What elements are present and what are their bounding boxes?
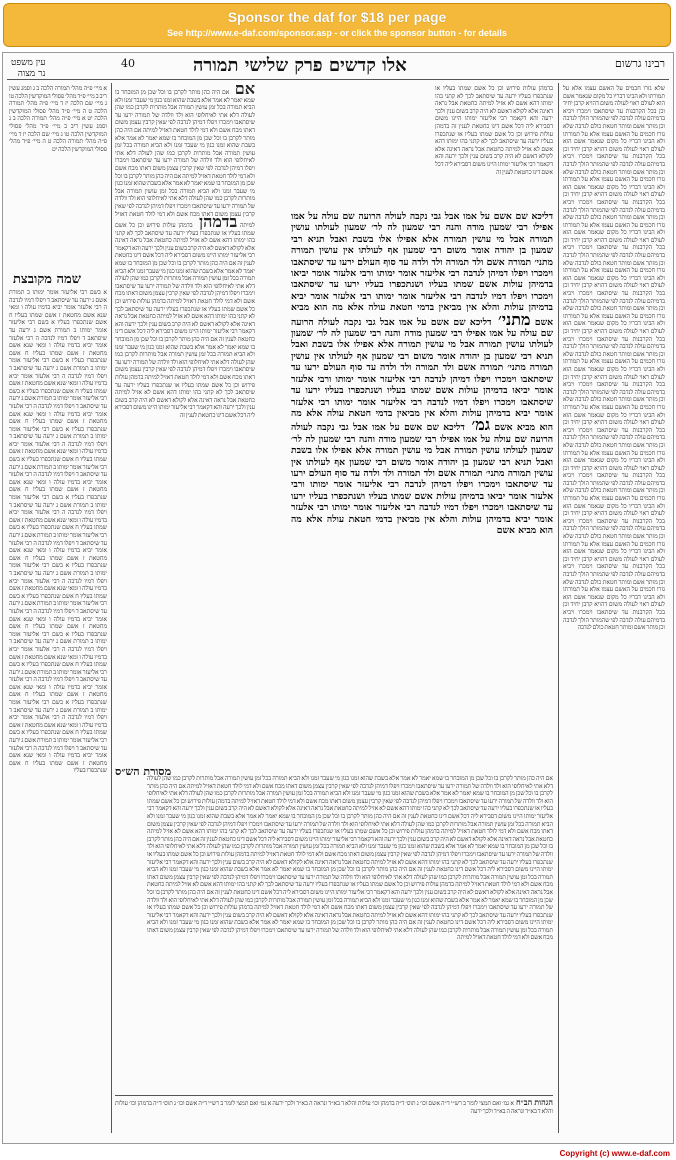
tosafot-text: בדמהן עולות פירוש וכן כל אשם שמתו בעליו או שנתכפרו בעליו ירעה עד שיסתאב לכך לא קתני בהו ימותו דהא אשם לא אזיל למיתה כחטאת אבל נראה דאינה אלא לקולא דאשם לא היה קרב בשום ענין ולכך ירעה והא דקאמר רבי אליעזר ימותו היינו משום דסבירא ליה דכל אשם דינו כחטאת לענין זה	[435, 85, 553, 130]
hagahot-habach	[115, 1099, 553, 1139]
hagahot-text: א גמ׳ ואם תמצי לומר ב רש״י ד״ה אשם וכו׳ ג תוס׳ ד״ה בדמהן וכו׳ עולות והלא ד בא״ד ונראה ה בא״ד ולכך ירעה	[115, 1100, 553, 1115]
rashi-text: אם היה כהן מותר לקרבן בו וכל שכן מן המובחר בו שמא יאמר לא אמר אלא בשבת שהוא זמנו כגון מי שעבר זמנו ולא הביא תמורה בכל זמן עושין תמורה אבל מותרות לקרבן כמו שהן לעולה דלא אתי לאיחלופי הוא ולד וולדה של תמורה ירעו עד שיסתאבו וימכרו ויפלו דמיהן לנדבה לפי שאין קרבין עצמן משום דאתו מכח אשם ולא דמי לולד חטאת דאזיל למיתה	[147, 835, 553, 858]
rashi-bottom-column	[147, 775, 553, 1093]
ein-mishpat-text: א מיי׳ פ״ה מהל׳ תמורה הלכה ב ג וסמג עשין ריב ב מיי׳ פ״ד מהל׳ פסולי המוקדשין הלכה טו ג מיי׳ שם הלכה יז ד מיי׳ פ״ה מהל׳ תמורה הלכה ט ה מיי׳ פ״ד מהל׳ פסולי המוקדשין הלכה יט	[9, 115, 107, 153]
header-rule	[7, 79, 669, 80]
tosafot-text: בדמהן עולות פירוש וכן כל אשם שמתו בעליו או שנתכפרו בעליו ירעה עד שיסתאב לכך לא קתני בהו ימותו דהא אשם לא אזיל למיתה כחטאת אבל נראה דאינה אלא לקולא דאשם לא היה קרב בשום ענין ולכך ירעה והא דקאמר רבי אליעזר ימותו היינו משום דסבירא ליה דכל אשם דינו כחטאת לענין זה	[147, 850, 553, 874]
shita-text: א בשם רבי אליעזר אומר ימותו ב תמורת אשם ג ירעה עד שיסתאב ד ויפלו דמיו לנדבה ה רבי אלעזר אומר יביא בדמיו עולה ו ומאי שנא אשם מחטאת ז אשם שמתו בעליו ח אשם שנתכפרו בעליו	[9, 729, 107, 775]
tosafot-text: בדמהן עולות פירוש וכן כל אשם שמתו בעליו או שנתכפרו בעליו ירעה עד שיסתאב לכך לא קתני בהו ימותו דהא אשם לא אזיל למיתה כחטאת אבל נראה דאינה אלא לקולא דאשם לא היה קרב בשום ענין ולכך ירעה והא דקאמר רבי אליעזר ימותו היינו משום דסבירא ליה דכל אשם דינו כחטאת לענין זה	[147, 904, 553, 927]
gemara-text: דליכא שם אשם על אמו אבל גבי נקבה לעולה הרועה שם עולה על אמו אפילו רבי שמעון מודה והנה רבי שמעון לה לר׳ שמעון לעולתו עושין תמורה אבל מי עושין תמורה אלא אפילו אלו בשבת ואבל תניא רבי שמעון בן יהודה אומר משום רבי שמעון אף לעולתו אין עושין תמורה מתני׳ תמורה אשם ולד תמורה ולד ולדה עד סוף העולם ירעו עד שיסתאבו וימכרו ויפלו דמיהן לנדבה רבי אליעזר אומר ימותו ורבי אלעזר אומר יביאו בדמיהן עולות אשם שמתו בעליו ושנתכפרו בעליו ירעו עד שיסתאבו וימכרו ויפלו דמיו לנדבה רבי אליעזר אומר ימותו רבי אלעזר אומר יביא בדמיהן עולות והלא אין מביאין בדמי חטאת עולה אלא מה הוא מביא אשם	[291, 316, 553, 434]
gershom-text: שלא גזרו חכמים על האשם עצמו אלא על תמורתו ולא הבינו דבריו כל מקום שנאמר אשם הוא לעולם ראוי לעולה משום דהויא קרבן יחיד וכן בכל הקרבנות עד שיסתאבו וימכרו ויביא בדמיהם עולה לנדבה לפי שהמותר הולך לנדבה וכן מותר אשם ומותר חטאת כולם לנדבה	[563, 214, 665, 267]
tosafot-text: בדמהן עולות פירוש וכן כל אשם שמתו בעליו או שנתכפרו בעליו ירעה עד שיסתאב לכך לא קתני בהו ימותו דהא אשם לא אזיל למיתה כחטאת אבל נראה דאינה אלא לקולא דאשם לא היה קרב בשום ענין ולכך ירעה והא דקאמר רבי אליעזר ימותו היינו משום דסבירא ליה דכל אשם דינו כחטאת לענין זה	[435, 122, 553, 176]
tosafot-text: בדמהן עולות פירוש וכן כל אשם שמתו בעליו או שנתכפרו בעליו ירעה עד שיסתאב לכך לא קתני בהו ימותו דהא אשם לא אזיל למיתה כחטאת אבל נראה דאינה אלא לקולא דאשם לא היה קרב בשום ענין ולכך ירעה והא דקאמר רבי אליעזר ימותו היינו משום דסבירא ליה דכל אשם דינו כחטאת לענין זה	[115, 222, 255, 268]
rashi-text: אם היה כהן מותר לקרבן בו וכל שכן מן המובחר בו שמא יאמר לא אמר אלא בשבת שהוא זמנו כגון מי שעבר זמנו ולא הביא תמורה בכל זמן עושין תמורה אבל מותרות לקרבן כמו שהן לעולה דלא אתי לאיחלופי הוא ולד וולדה של תמורה ירעו עד שיסתאבו וימכרו ויפלו דמיהן לנדבה לפי שאין קרבין עצמן משום דאתו מכח אשם ולא דמי לולד חטאת דאזיל למיתה	[115, 260, 255, 306]
shita-text: א בשם רבי אליעזר אומר ימותו ב תמורת אשם ג ירעה עד שיסתאב ד ויפלו דמיו לנדבה ה רבי אלעזר אומר יביא בדמיו עולה ו ומאי שנא אשם מחטאת ז אשם שמתו בעליו ח אשם שנתכפרו בעליו	[9, 425, 107, 464]
sponsor-banner[interactable]	[3, 3, 671, 47]
shita-text: א בשם רבי אליעזר אומר ימותו ב תמורת אשם ג ירעה עד שיסתאב ד ויפלו דמיו לנדבה ה רבי אלעזר אומר יביא בדמיו עולה ו ומאי שנא אשם מחטאת ז אשם שמתו בעליו ח אשם שנתכפרו בעליו	[9, 319, 107, 365]
mishna-heading: מתני׳	[491, 309, 531, 329]
rabbeinu-gershom-column	[563, 85, 665, 1135]
tosafot-top-column	[435, 85, 553, 205]
ein-mishpat-label	[11, 57, 45, 79]
ein-mishpat-text: א מיי׳ פ״ה מהל׳ תמורה הלכה ב ג וסמג עשין ריב ב מיי׳ פ״ד מהל׳ פסולי המוקדשין הלכה טו ג מיי׳ שם הלכה יז ד מיי׳ פ״ה מהל׳ תמורה הלכה ט ה מיי׳ פ״ד מהל׳ פסולי המוקדשין הלכה יט	[9, 85, 107, 123]
tosafot-text: בדמהן עולות פירוש וכן כל אשם שמתו בעליו או שנתכפרו בעליו ירעה עד שיסתאב לכך לא קתני בהו ימותו דהא אשם לא אזיל למיתה כחטאת אבל נראה דאינה אלא לקולא דאשם לא היה קרב בשום ענין ולכך ירעה והא דקאמר רבי אליעזר ימותו היינו משום דסבירא ליה דכל אשם דינו כחטאת לענין זה	[115, 373, 255, 419]
hagahot-rule	[115, 1095, 553, 1096]
gemara-text: דליכא שם אשם על אמו אבל גבי נקבה לעולה הרועה שם עולה על אמו אפילו רבי שמעון מודה והנה רבי שמעון לה לר׳ שמעון לעולתו עושין תמורה אבל מי עושין תמורה אלא אפילו אלו בשבת ואבל תניא רבי שמעון בן יהודה אומר משום רבי שמעון אף לעולתו אין עושין תמורה מתני׳ תמורה אשם ולד תמורה ולד ולדה עד סוף העולם ירעו עד שיסתאבו וימכרו ויפלו דמיהן לנדבה רבי אליעזר אומר ימותו ורבי אלעזר אומר יביאו בדמיהן עולות אשם שמתו בעליו ושנתכפרו בעליו ירעו עד שיסתאבו וימכרו ויפלו דמיו לנדבה רבי אליעזר אומר ימותו רבי אלעזר אומר יביא בדמיהן עולות והלא אין מביאין בדמי חטאת עולה אלא מה הוא מביא אשם	[291, 211, 553, 328]
gershom-text: שלא גזרו חכמים על האשם עצמו אלא על תמורתו ולא הבינו דבריו כל מקום שנאמר אשם הוא לעולם ראוי לעולה משום דהויא קרבן יחיד וכן בכל הקרבנות עד שיסתאבו וימכרו ויביא בדמיהם עולה לנדבה לפי שהמותר הולך לנדבה וכן מותר אשם ומותר חטאת כולם לנדבה	[563, 259, 665, 313]
column-divider	[558, 83, 559, 1133]
rashi-text: אם היה כהן מותר לקרבן בו וכל שכן מן המובחר בו שמא יאמר לא אמר אלא בשבת שהוא זמנו כגון מי שעבר זמנו ולא הביא תמורה בכל זמן עושין תמורה אבל מותרות לקרבן כמו שהן לעולה דלא אתי לאיחלופי הוא ולד וולדה של תמורה ירעו עד שיסתאבו וימכרו ויפלו דמיהן לנדבה לפי שאין קרבין עצמן משום דאתו מכח אשם ולא דמי לולד חטאת דאזיל למיתה	[147, 888, 553, 912]
sponsor-subtitle[interactable]: See http://www.e-daf.com/sponsor.asp - or click the sponsor button - for details	[167, 28, 507, 38]
shita-text: א בשם רבי אליעזר אומר ימותו ב תמורת אשם ג ירעה עד שיסתאב ד ויפלו דמיו לנדבה ה רבי אלעזר אומר יביא בדמיו עולה ו ומאי שנא אשם מחטאת ז אשם שמתו בעליו ח אשם שנתכפרו בעליו	[9, 357, 107, 395]
rashi-text: אם היה כהן מותר לקרבן בו וכל שכן מן המובחר בו שמא יאמר לא אמר אלא בשבת שהוא זמנו כגון מי שעבר זמנו ולא הביא תמורה בכל זמן עושין תמורה אבל מותרות לקרבן כמו שהן לעולה דלא אתי לאיחלופי הוא ולד וולדה של תמורה ירעו עד שיסתאבו וימכרו ויפלו דמיהן לנדבה לפי שאין קרבין עצמן משום דאתו מכח אשם ולא דמי לולד חטאת דאזיל למיתה	[147, 782, 553, 805]
ner-mitzvah-title: נר מצוה	[17, 69, 46, 79]
tosafot-text: בדמהן עולות פירוש וכן כל אשם שמתו בעליו או שנתכפרו בעליו ירעה עד שיסתאב לכך לא קתני בהו ימותו דהא אשם לא אזיל למיתה כחטאת אבל נראה דאינה אלא לקולא דאשם לא היה קרב בשום ענין ולכך ירעה והא דקאמר רבי אליעזר ימותו היינו משום דסבירא ליה דכל אשם דינו כחטאת לענין זה	[147, 828, 553, 843]
ein-mishpat-title: עין משפט	[11, 58, 46, 68]
column-divider	[111, 83, 112, 1133]
rashi-text: אם היה כהן מותר לקרבן בו וכל שכן מן המובחר בו שמא יאמר לא אמר אלא בשבת שהוא זמנו כגון מי שעבר זמנו ולא הביא תמורה בכל זמן עושין תמורה אבל מותרות לקרבן כמו שהן לעולה דלא אתי לאיחלופי הוא ולד וולדה של תמורה ירעו עד שיסתאבו וימכרו ויפלו דמיהן לנדבה לפי שאין קרבין עצמן משום דאתו מכח אשם ולא דמי לולד חטאת דאזיל למיתה	[115, 336, 255, 381]
hagahot-title: הגהות הב״ח	[513, 1099, 553, 1107]
hagahot-text: א גמ׳ ואם תמצי לומר ב רש״י ד״ה אשם וכו׳ ג תוס׳ ד״ה בדמהן וכו׳ עולות והלא ד בא״ד ונראה ה בא״ד ולכך ירעה	[271, 1100, 514, 1107]
rabbeinu-gershom-label: רבינו גרשום	[615, 57, 665, 70]
gershom-text: שלא גזרו חכמים על האשם עצמו אלא על תמורתו ולא הבינו דבריו כל מקום שנאמר אשם הוא לעולם ראוי לעולה משום דהויא קרבן יחיד וכן בכל הקרבנות עד שיסתאבו וימכרו ויביא בדמיהם עולה לנדבה לפי שהמותר הולך לנדבה וכן מותר אשם ומותר חטאת כולם לנדבה	[563, 305, 665, 358]
sponsor-title[interactable]: Sponsor the daf for $18 per page	[227, 9, 447, 25]
rashi-text: אם היה כהן מותר לקרבן בו וכל שכן מן המובחר בו שמא יאמר לא אמר אלא בשבת שהוא זמנו כגון מי שעבר זמנו ולא הביא תמורה בכל זמן עושין תמורה אבל מותרות לקרבן כמו שהן לעולה דלא אתי לאיחלופי הוא ולד וולדה של תמורה ירעו עד שיסתאבו וימכרו ויפלו דמיהן לנדבה לפי שאין קרבין עצמן משום דאתו מכח אשם ולא דמי לולד חטאת דאזיל למיתה	[147, 919, 553, 942]
rashi-text: אם היה כהן מותר לקרבן בו וכל שכן מן המובחר בו שמא יאמר לא אמר אלא בשבת שהוא זמנו כגון מי שעבר זמנו ולא הביא תמורה בכל זמן עושין תמורה אבל מותרות לקרבן כמו שהן לעולה דלא אתי לאיחלופי הוא ולד וולדה של תמורה ירעו עד שיסתאבו וימכרו ויפלו דמיהן לנדבה לפי שאין קרבין עצמן משום דאתו מכח אשם ולא דמי לולד חטאת דאזיל למיתה	[115, 89, 255, 134]
rashi-text: אם היה כהן מותר לקרבן בו וכל שכן מן המובחר בו שמא יאמר לא אמר אלא בשבת שהוא זמנו כגון מי שעבר זמנו ולא הביא תמורה בכל זמן עושין תמורה אבל מותרות לקרבן כמו שהן לעולה דלא אתי לאיחלופי הוא ולד וולדה של תמורה ירעו עד שיסתאבו וימכרו ויפלו דמיהן לנדבה לפי שאין קרבין עצמן משום דאתו מכח אשם ולא דמי לולד חטאת דאזיל למיתה	[147, 812, 553, 836]
ein-mishpat-column	[9, 85, 107, 265]
rashi-text: אם היה כהן מותר לקרבן בו וכל שכן מן המובחר בו שמא יאמר לא אמר אלא בשבת שהוא זמנו כגון מי שעבר זמנו ולא הביא תמורה בכל זמן עושין תמורה אבל מותרות לקרבן כמו שהן לעולה דלא אתי לאיחלופי הוא ולד וולדה של תמורה ירעו עד שיסתאבו וימכרו ויפלו דמיהן לנדבה לפי שאין קרבין עצמן משום דאתו מכח אשם ולא דמי לולד חטאת דאזיל למיתה	[115, 126, 255, 180]
shita-text: א בשם רבי אליעזר אומר ימותו ב תמורת אשם ג ירעה עד שיסתאב ד ויפלו דמיו לנדבה ה רבי אלעזר אומר יביא בדמיו עולה ו ומאי שנא אשם מחטאת ז אשם שמתו בעליו ח אשם שנתכפרו בעליו	[9, 630, 107, 669]
gershom-text: שלא גזרו חכמים על האשם עצמו אלא על תמורתו ולא הבינו דבריו כל מקום שנאמר אשם הוא לעולם ראוי לעולה משום דהויא קרבן יחיד וכן בכל הקרבנות עד שיסתאבו וימכרו ויביא בדמיהם עולה לנדבה לפי שהמותר הולך לנדבה וכן מותר אשם ומותר חטאת כולם לנדבה	[563, 350, 665, 404]
gershom-text: שלא גזרו חכמים על האשם עצמו אלא על תמורתו ולא הבינו דבריו כל מקום שנאמר אשם הוא לעולם ראוי לעולה משום דהויא קרבן יחיד וכן בכל הקרבנות עד שיסתאבו וימכרו ויביא בדמיהם עולה לנדבה לפי שהמותר הולך לנדבה וכן מותר אשם ומותר חטאת כולם לנדבה	[563, 441, 665, 495]
rashi-text: אם היה כהן מותר לקרבן בו וכל שכן מן המובחר בו שמא יאמר לא אמר אלא בשבת שהוא זמנו כגון מי שעבר זמנו ולא הביא תמורה בכל זמן עושין תמורה אבל מותרות לקרבן כמו שהן לעולה דלא אתי לאיחלופי הוא ולד וולדה של תמורה ירעו עד שיסתאבו וימכרו ויפלו דמיהן לנדבה לפי שאין קרבין עצמן משום דאתו מכח אשם ולא דמי לולד חטאת דאזיל למיתה	[147, 775, 553, 790]
tosafot-text: בדמהן עולות פירוש וכן כל אשם שמתו בעליו או שנתכפרו בעליו ירעה עד שיסתאב לכך לא קתני בהו ימותו דהא אשם לא אזיל למיתה כחטאת אבל נראה דאינה אלא לקולא דאשם לא היה קרב בשום ענין ולכך ירעה והא דקאמר רבי אליעזר ימותו היינו משום דסבירא ליה דכל אשם דינו כחטאת לענין זה	[147, 881, 553, 896]
gemara-heading: גמ׳	[464, 415, 490, 435]
shita-text: א בשם רבי אליעזר אומר ימותו ב תמורת אשם ג ירעה עד שיסתאב ד ויפלו דמיו לנדבה ה רבי אלעזר אומר יביא בדמיו עולה ו ומאי שנא אשם מחטאת ז אשם שמתו בעליו ח אשם שנתכפרו בעליו	[9, 524, 107, 570]
gershom-text: שלא גזרו חכמים על האשם עצמו אלא על תמורתו ולא הבינו דבריו כל מקום שנאמר אשם הוא לעולם ראוי לעולה משום דהויא קרבן יחיד וכן בכל הקרבנות עד שיסתאבו וימכרו ויביא בדמיהם עולה לנדבה לפי שהמותר הולך לנדבה וכן מותר אשם ומותר חטאת כולם לנדבה	[563, 533, 665, 586]
tosafot-text: בדמהן עולות פירוש וכן כל אשם שמתו בעליו או שנתכפרו בעליו ירעה עד שיסתאב לכך לא קתני בהו ימותו דהא אשם לא אזיל למיתה כחטאת אבל נראה דאינה אלא לקולא דאשם לא היה קרב בשום ענין ולכך ירעה והא דקאמר רבי אליעזר ימותו היינו משום דסבירא ליה דכל אשם דינו כחטאת לענין זה	[115, 298, 255, 343]
shita-text: א בשם רבי אליעזר אומר ימותו ב תמורת אשם ג ירעה עד שיסתאב ד ויפלו דמיו לנדבה ה רבי אלעזר אומר יביא בדמיו עולה ו ומאי שנא אשם מחטאת ז אשם שמתו בעליו ח אשם שנתכפרו בעליו	[9, 562, 107, 600]
shita-text: א בשם רבי אליעזר אומר ימותו ב תמורת אשם ג ירעה עד שיסתאב ד ויפלו דמיו לנדבה ה רבי אלעזר אומר יביא בדמיו עולה ו ומאי שנא אשם מחטאת ז אשם שמתו בעליו ח אשם שנתכפרו בעליו	[9, 661, 107, 707]
margin-note-label: מסורת הש״ס	[115, 765, 172, 778]
rashi-text: אם היה כהן מותר לקרבן בו וכל שכן מן המובחר בו שמא יאמר לא אמר אלא בשבת שהוא זמנו כגון מי שעבר זמנו ולא הביא תמורה בכל זמן עושין תמורה אבל מותרות לקרבן כמו שהן לעולה דלא אתי לאיחלופי הוא ולד וולדה של תמורה ירעו עד שיסתאבו וימכרו ויפלו דמיהן לנדבה לפי שאין קרבין עצמן משום דאתו מכח אשם ולא דמי לולד חטאת דאזיל למיתה	[147, 866, 553, 889]
gemara-column	[291, 211, 553, 771]
gershom-text: שלא גזרו חכמים על האשם עצמו אלא על תמורתו ולא הבינו דבריו כל מקום שנאמר אשם הוא לעולם ראוי לעולה משום דהויא קרבן יחיד וכן בכל הקרבנות עד שיסתאבו וימכרו ויביא בדמיהם עולה לנדבה לפי שהמותר הולך לנדבה וכן מותר אשם ומותר חטאת כולם לנדבה	[563, 396, 665, 449]
rashi-text: אם היה כהן מותר לקרבן בו וכל שכן מן המובחר בו שמא יאמר לא אמר אלא בשבת שהוא זמנו כגון מי שעבר זמנו ולא הביא תמורה בכל זמן עושין תמורה אבל מותרות לקרבן כמו שהן לעולה דלא אתי לאיחלופי הוא ולד וולדה של תמורה ירעו עד שיסתאבו וימכרו ויפלו דמיהן לנדבה לפי שאין קרבין עצמן משום דאתו מכח אשם ולא דמי לולד חטאת דאזיל למיתה	[115, 172, 255, 230]
tosafot-heading: בדמהן	[192, 212, 238, 232]
shita-text: א בשם רבי אליעזר אומר ימותו ב תמורת אשם ג ירעה עד שיסתאב ד ויפלו דמיו לנדבה ה רבי אלעזר אומר יביא בדמיו עולה ו ומאי שנא אשם מחטאת ז אשם שמתו בעליו ח אשם שנתכפרו בעליו	[9, 699, 107, 737]
shita-mekubetzet-column	[9, 289, 107, 1133]
shita-text: א בשם רבי אליעזר אומר ימותו ב תמורת אשם ג ירעה עד שיסתאב ד ויפלו דמיו לנדבה ה רבי אלעזר אומר יביא בדמיו עולה ו ומאי שנא אשם מחטאת ז אשם שמתו בעליו ח אשם שנתכפרו בעליו	[9, 387, 107, 433]
shita-text: א בשם רבי אליעזר אומר ימותו ב תמורת אשם ג ירעה עד שיסתאב ד ויפלו דמיו לנדבה ה רבי אלעזר אומר יביא בדמיו עולה ו ומאי שנא אשם מחטאת ז אשם שמתו בעליו ח אשם שנתכפרו בעליו	[9, 289, 107, 327]
gershom-text: שלא גזרו חכמים על האשם עצמו אלא על תמורתו ולא הבינו דבריו כל מקום שנאמר אשם הוא לעולם ראוי לעולה משום דהויא קרבן יחיד וכן בכל הקרבנות עד שיסתאבו וימכרו ויביא בדמיהם עולה לנדבה לפי שהמותר הולך לנדבה וכן מותר אשם ומותר חטאת כולם לנדבה	[563, 168, 665, 222]
copyright-footer[interactable]: Copyright (c) www.e-daf.com	[559, 1149, 670, 1158]
talmud-page	[2, 52, 674, 1144]
gershom-text: שלא גזרו חכמים על האשם עצמו אלא על תמורתו ולא הבינו דבריו כל מקום שנאמר אשם הוא לעולם ראוי לעולה משום דהויא קרבן יחיד וכן בכל הקרבנות עד שיסתאבו וימכרו ויביא בדמיהם עולה לנדבה לפי שהמותר הולך לנדבה וכן מותר אשם ומותר חטאת כולם לנדבה	[563, 487, 665, 541]
page-number: 40	[121, 57, 135, 70]
shita-text: א בשם רבי אליעזר אומר ימותו ב תמורת אשם ג ירעה עד שיסתאב ד ויפלו דמיו לנדבה ה רבי אלעזר אומר יביא בדמיו עולה ו ומאי שנא אשם מחטאת ז אשם שמתו בעליו ח אשם שנתכפרו בעליו	[9, 494, 107, 532]
chapter-title: אלו קדשים פרק שלישי תמורה	[193, 55, 407, 76]
gemara-text: דליכא שם אשם על אמו אבל גבי נקבה לעולה הרועה שם עולה על אמו אפילו רבי שמעון מודה והנה רבי שמעון לה לר׳ שמעון לעולתו עושין תמורה אבל מי עושין תמורה אלא אפילו אלו בשבת ואבל תניא רבי שמעון בן יהודה אומר משום רבי שמעון אף לעולתו אין עושין תמורה מתני׳ תמורה אשם ולד תמורה ולד ולדה עד סוף העולם ירעו עד שיסתאבו וימכרו ויפלו דמיהן לנדבה רבי אליעזר אומר ימותו ורבי אלעזר אומר יביאו בדמיהן עולות אשם שמתו בעליו ושנתכפרו בעליו ירעו עד שיסתאבו וימכרו ויפלו דמיו לנדבה רבי אליעזר אומר ימותו רבי אלעזר אומר יביא בדמיהן עולות והלא אין מביאין בדמי חטאת עולה אלא מה הוא מביא אשם	[291, 422, 553, 536]
tosafot-text: בדמהן עולות פירוש וכן כל אשם שמתו בעליו או שנתכפרו בעליו ירעה עד שיסתאב לכך לא קתני בהו ימותו דהא אשם לא אזיל למיתה כחטאת אבל נראה דאינה אלא לקולא דאשם לא היה קרב בשום ענין ולכך ירעה והא דקאמר רבי אליעזר ימותו היינו משום דסבירא ליה דכל אשם דינו כחטאת לענין זה	[147, 797, 553, 820]
shita-text: א בשם רבי אליעזר אומר ימותו ב תמורת אשם ג ירעה עד שיסתאב ד ויפלו דמיו לנדבה ה רבי אלעזר אומר יביא בדמיו עולה ו ומאי שנא אשם מחטאת ז אשם שמתו בעליו ח אשם שנתכפרו בעליו	[9, 456, 107, 502]
gershom-text: שלא גזרו חכמים על האשם עצמו אלא על תמורתו ולא הבינו דבריו כל מקום שנאמר אשם הוא לעולם ראוי לעולה משום דהויא קרבן יחיד וכן בכל הקרבנות עד שיסתאבו וימכרו ויביא בדמיהם עולה לנדבה לפי שהמותר הולך לנדבה וכן מותר אשם ומותר חטאת כולם לנדבה	[563, 85, 665, 130]
gershom-text: שלא גזרו חכמים על האשם עצמו אלא על תמורתו ולא הבינו דבריו כל מקום שנאמר אשם הוא לעולם ראוי לעולה משום דהויא קרבן יחיד וכן בכל הקרבנות עד שיסתאבו וימכרו ויביא בדמיהם עולה לנדבה לפי שהמותר הולך לנדבה וכן מותר אשם ומותר חטאת כולם לנדבה	[563, 578, 665, 632]
rashi-side-column	[115, 85, 255, 765]
rashi-opening-word: אם	[229, 85, 255, 98]
shita-mekubetzet-title: שמה מקובצת	[13, 272, 81, 287]
gershom-text: שלא גזרו חכמים על האשם עצמו אלא על תמורתו ולא הבינו דבריו כל מקום שנאמר אשם הוא לעולם ראוי לעולה משום דהויא קרבן יחיד וכן בכל הקרבנות עד שיסתאבו וימכרו ויביא בדמיהם עולה לנדבה לפי שהמותר הולך לנדבה וכן מותר אשם ומותר חטאת כולם לנדבה	[563, 122, 665, 176]
shita-text: א בשם רבי אליעזר אומר ימותו ב תמורת אשם ג ירעה עד שיסתאב ד ויפלו דמיו לנדבה ה רבי אלעזר אומר יביא בדמיו עולה ו ומאי שנא אשם מחטאת ז אשם שמתו בעליו ח אשם שנתכפרו בעליו	[9, 592, 107, 638]
